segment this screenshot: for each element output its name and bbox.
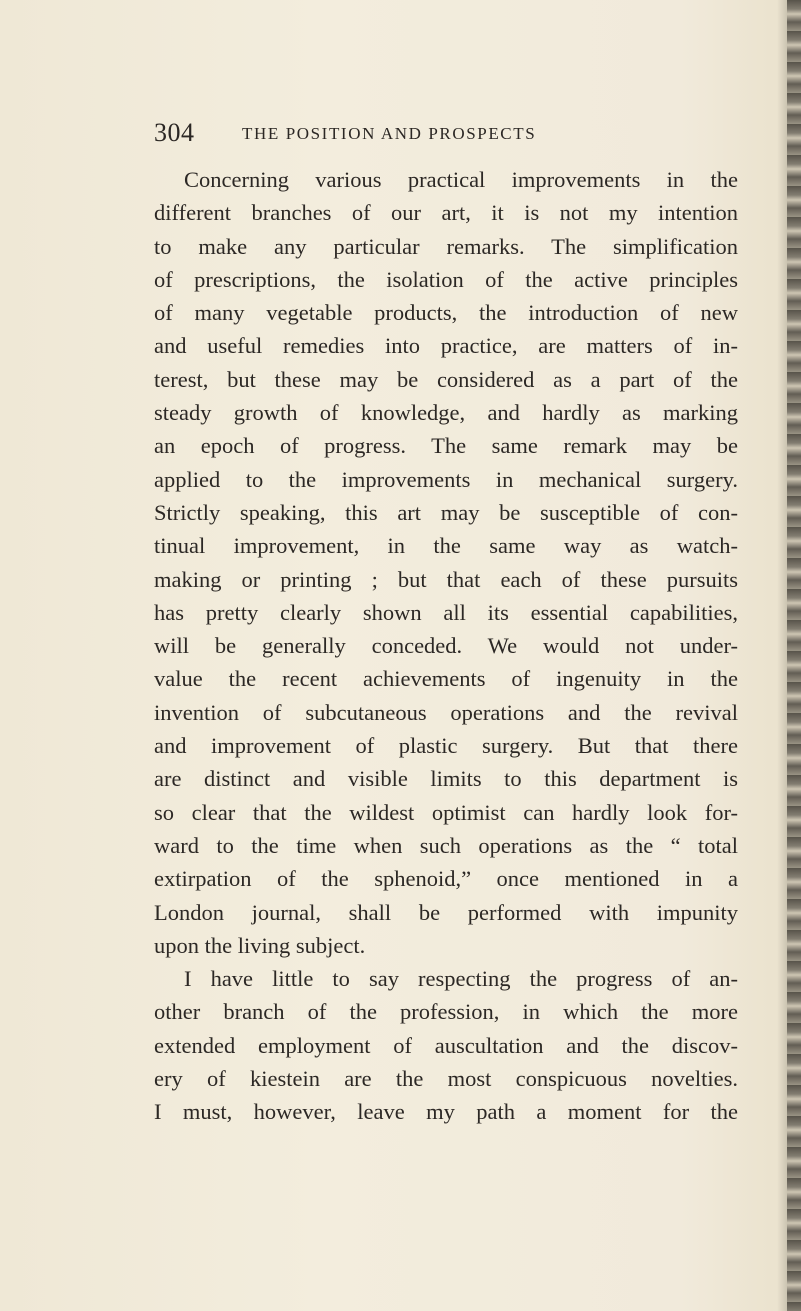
text-line: and useful remedies into practice, are matters of in- bbox=[154, 333, 738, 359]
page-edge bbox=[787, 0, 801, 1311]
text-line: I must, however, leave my path a moment for the bbox=[154, 1099, 738, 1125]
text-line: invention of subcutaneous operations and the revival bbox=[154, 699, 738, 725]
text-line: of many vegetable products, the introduction of new bbox=[154, 300, 738, 326]
text-line: has pretty clearly shown all its essential capabilities, bbox=[154, 599, 738, 625]
text-line: steady growth of knowledge, and hardly as marking bbox=[154, 400, 738, 426]
page-header bbox=[154, 118, 738, 148]
text-line: extirpation of the sphenoid,” once mentioned in a bbox=[154, 866, 738, 892]
text-line: value the recent achievements of ingenuity in the bbox=[154, 666, 738, 692]
page-number: 304 bbox=[154, 118, 195, 147]
text-line: different branches of our art, it is not my intention bbox=[154, 200, 738, 226]
text-line: tinual improvement, in the same way as watch- bbox=[154, 533, 738, 559]
text-line: of prescriptions, the isolation of the active principles bbox=[154, 266, 738, 292]
text-line: applied to the improvements in mechanical surgery. bbox=[154, 466, 738, 492]
text-line: so clear that the wildest optimist can hardly look for- bbox=[154, 799, 738, 825]
text-line: will be generally conceded. We would not under- bbox=[154, 633, 738, 659]
text-line: making or printing ; but that each of these pursuits bbox=[154, 566, 738, 592]
text-line: terest, but these may be considered as a part of the bbox=[154, 366, 738, 392]
text-line: London journal, shall be performed with impunity bbox=[154, 899, 738, 925]
text-line: Concerning various practical improvements in the bbox=[184, 167, 738, 192]
text-line: to make any particular remarks. The simplification bbox=[154, 233, 738, 259]
text-line: ery of kiestein are the most conspicuous novelties. bbox=[154, 1066, 738, 1092]
text-line: extended employment of auscultation and the discov- bbox=[154, 1032, 738, 1058]
body-text bbox=[154, 163, 738, 1129]
running-head: THE POSITION AND PROSPECTS bbox=[242, 124, 537, 143]
text-line: other branch of the profession, in which the more bbox=[154, 999, 738, 1025]
text-line: upon the living subject. bbox=[154, 932, 366, 958]
text-line: an epoch of progress. The same remark may be bbox=[154, 433, 738, 459]
text-line: Strictly speaking, this art may be susceptible of con- bbox=[154, 499, 738, 525]
text-line: ward to the time when such operations as the “ total bbox=[154, 832, 738, 858]
text-line: are distinct and visible limits to this department is bbox=[154, 766, 738, 792]
text-line: I have little to say respecting the progress of an- bbox=[184, 966, 738, 992]
text-line: and improvement of plastic surgery. But that there bbox=[154, 733, 738, 759]
page-edge-shadow bbox=[777, 0, 787, 1311]
